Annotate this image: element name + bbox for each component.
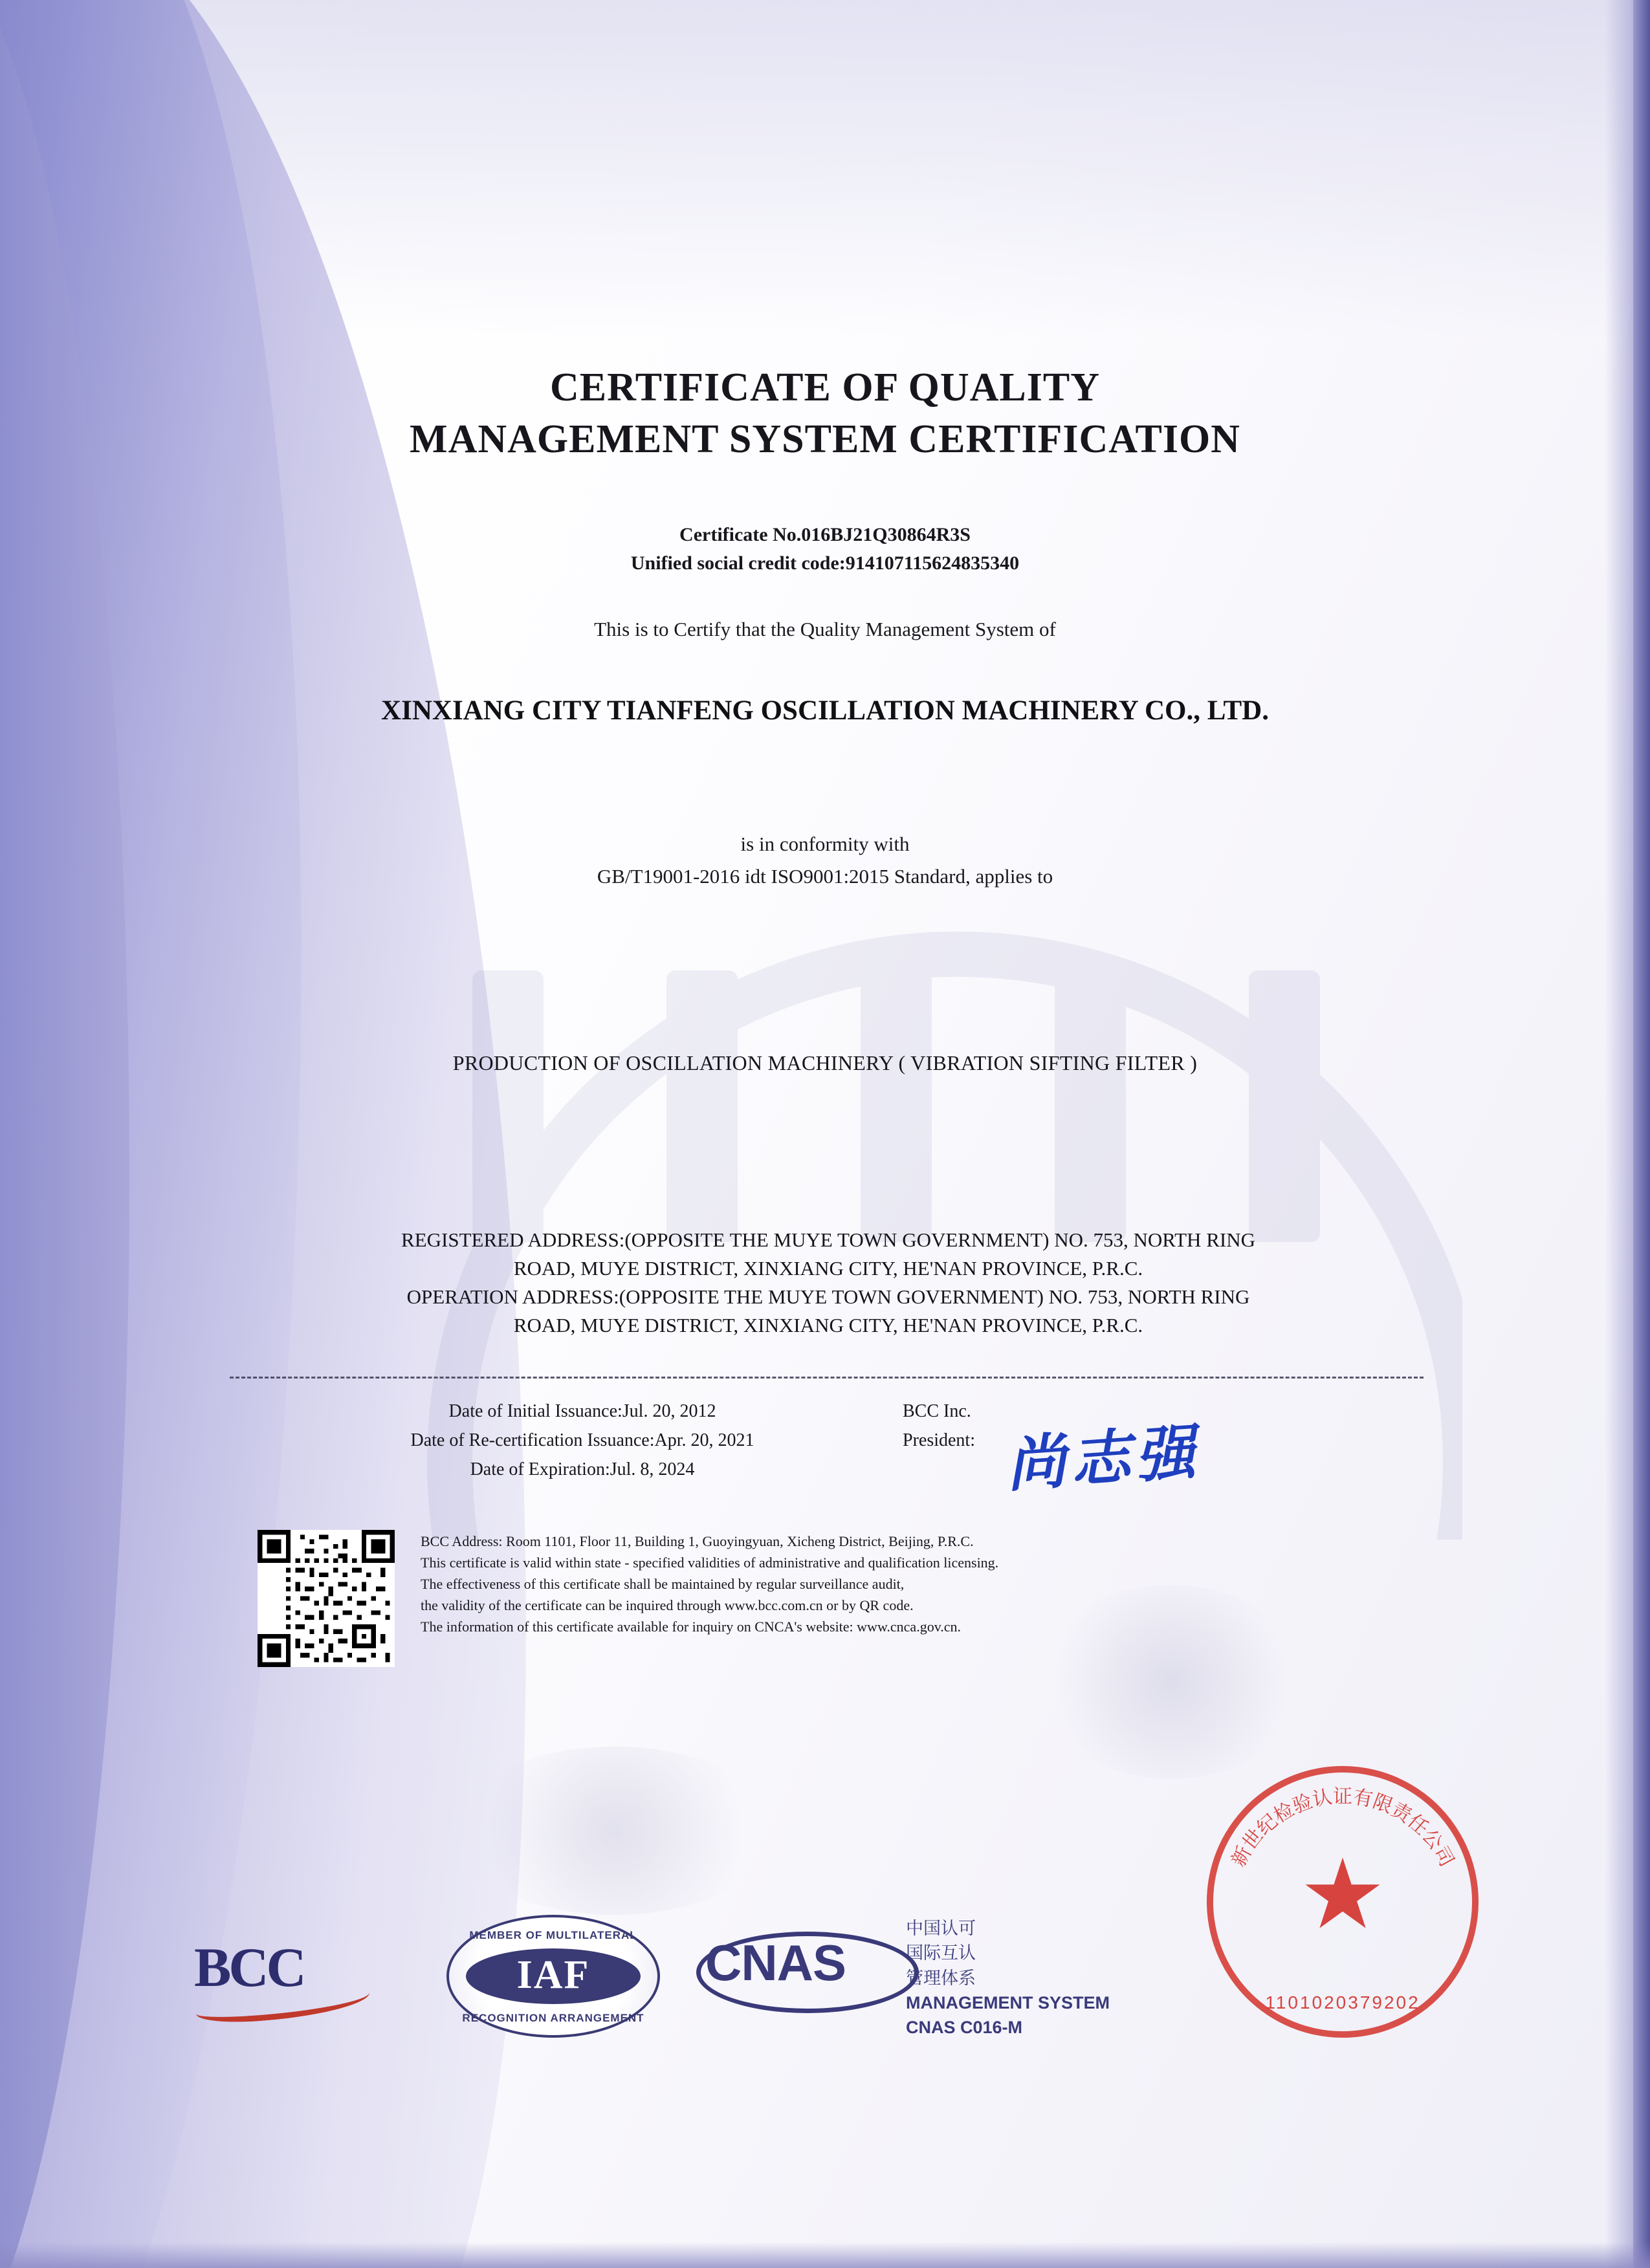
fineprint-line3: The effectiveness of this certificate shall be maintained by regular surveillance audit, (421, 1576, 905, 1592)
background-bottom-edge (0, 2242, 1650, 2268)
conformity-line1: is in conformity with (740, 833, 910, 855)
qr-code (258, 1530, 395, 1667)
certify-statement: This is to Certify that the Quality Management System of (594, 618, 1056, 640)
divider (230, 1377, 1424, 1379)
issuer-block (903, 1397, 975, 1456)
dates-block (278, 1397, 886, 1484)
page-title-line2: MANAGEMENT SYSTEM CERTIFICATION (410, 417, 1240, 461)
cnas-logo-text: CNAS (705, 1934, 846, 1991)
page-title-line1: CERTIFICATE OF QUALITY (549, 365, 1101, 409)
iaf-logo-word: IAF (516, 1953, 590, 1997)
watermark-bar (666, 970, 738, 1242)
president-label: President: (903, 1430, 975, 1450)
iaf-logo-bottom-text: RECOGNITION ARRANGEMENT (462, 2012, 644, 2024)
bcc-logo-text: BCC (194, 1936, 304, 1998)
cnas-accreditation-code: CNAS C016-M (906, 2018, 1023, 2038)
registered-address-line2: ROAD, MUYE DISTRICT, XINXIANG CITY, HE'NAN PROVINCE, P.R.C. (513, 1257, 1143, 1280)
cnas-caption (906, 1916, 1242, 2040)
official-seal (1207, 1766, 1479, 2038)
watermark-bar (1055, 970, 1126, 1242)
watermark-bar (472, 970, 544, 1242)
address-block (259, 1226, 1398, 1340)
qr-code-image (258, 1530, 395, 1667)
fineprint-line1: BCC Address: Room 1101, Floor 11, Building 1, Guoyingyuan, Xicheng District, Beijing, P.R.C. (421, 1533, 974, 1549)
paper-smudge (453, 1747, 776, 1915)
operation-address-line2: ROAD, MUYE DISTRICT, XINXIANG CITY, HE'NAN PROVINCE, P.R.C. (513, 1314, 1143, 1337)
conformity-block (0, 828, 1650, 892)
watermark-bar (861, 970, 932, 1242)
issuer-company: BCC Inc. (903, 1401, 971, 1421)
cnas-logo (705, 1935, 919, 2013)
cnas-caption-en: MANAGEMENT SYSTEM (906, 1992, 1110, 2012)
watermark-bar (1249, 970, 1320, 1242)
date-expiration: Date of Expiration:Jul. 8, 2024 (470, 1459, 695, 1479)
cnas-caption-cn2: 国际互认 (906, 1943, 976, 1963)
date-recertification-issuance: Date of Re-certification Issuance:Apr. 20, 2021 (410, 1430, 754, 1450)
iaf-logo (446, 1915, 660, 2038)
bcc-logo (194, 1936, 382, 2011)
cnas-caption-cn3: 管理体系 (906, 1968, 976, 1988)
seal-star-icon: ★ (1299, 1842, 1387, 1949)
fineprint-line5: The information of this certificate available for inquiry on CNCA's website: www.cnca.gov.cn. (421, 1619, 962, 1635)
fineprint-line2: This certificate is valid within state - specified validities of administrative and qualification licensing. (421, 1554, 999, 1571)
fineprint-line4: the validity of the certificate can be inquired through www.bcc.com.cn or by QR code. (421, 1597, 914, 1613)
operation-address-line1: OPERATION ADDRESS:(OPPOSITE THE MUYE TOWN GOVERNMENT) NO. 753, NORTH RING (406, 1285, 1250, 1309)
date-initial-issuance: Date of Initial Issuance:Jul. 20, 2012 (448, 1401, 716, 1421)
seal-number: 1101020379202 (1265, 1992, 1420, 2012)
company-name: XINXIANG CITY TIANFENG OSCILLATION MACHINERY CO., LTD. (381, 695, 1269, 726)
registered-address-line1: REGISTERED ADDRESS:(OPPOSITE THE MUYE TOWN GOVERNMENT) NO. 753, NORTH RING (401, 1228, 1255, 1251)
certificate-identifiers (0, 521, 1650, 577)
cnas-logo-oval (696, 1932, 919, 2013)
fineprint-block (421, 1531, 1197, 1637)
certificate-number: Certificate No.016BJ21Q30864R3S (679, 524, 971, 545)
unified-social-credit-code: Unified social credit code:914107115624835340 (630, 552, 1020, 574)
president-signature: 尚志强 (1004, 1417, 1203, 1500)
cnas-caption-cn1: 中国认可 (906, 1919, 976, 1938)
iaf-logo-top-text: MEMBER OF MULTILATERAL (469, 1929, 637, 1941)
conformity-line2: GB/T19001-2016 idt ISO9001:2015 Standard, applies to (597, 864, 1053, 888)
seal-company-text: 新世纪检验认证有限责任公司 (1227, 1785, 1458, 1871)
certification-scope: PRODUCTION OF OSCILLATION MACHINERY ( VIBRATION SIFTING FILTER ) (452, 1051, 1198, 1074)
